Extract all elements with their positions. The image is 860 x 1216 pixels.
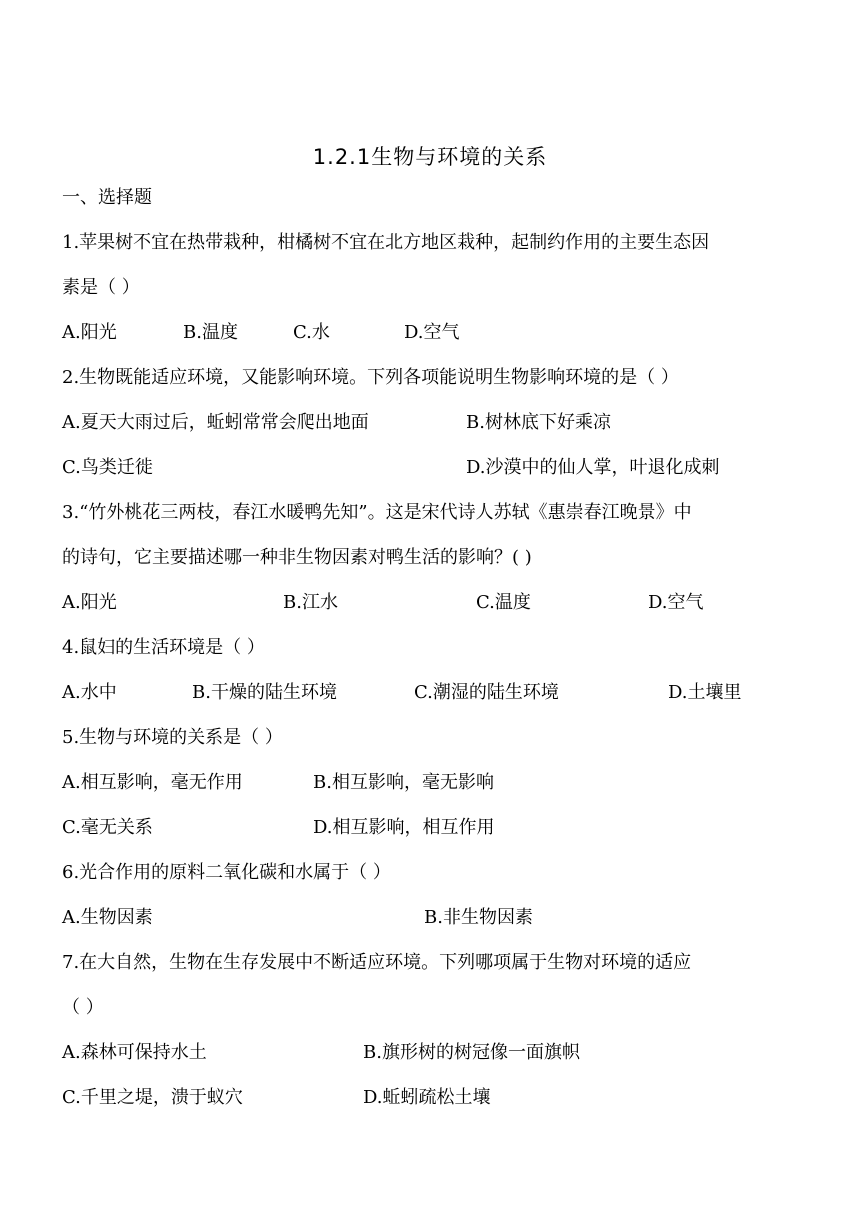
q3-option-c: C.温度 [476,592,531,613]
q4-option-d: D.土壤里 [668,682,742,703]
question-6-text: 6.光合作用的原料二氧化碳和水属于（ ） [62,862,391,883]
q5-option-c: C.毫无关系 [62,817,153,838]
question-1-text-cont: 素是（ ） [62,277,140,298]
q1-option-a: A.阳光 [62,322,117,343]
q4-option-c: C.潮湿的陆生环境 [414,682,559,703]
question-4-text: 4.鼠妇的生活环境是（ ） [62,637,265,658]
q7-option-a: A.森林可保持水土 [62,1042,207,1063]
q7-option-c: C.千里之堤，溃于蚁穴 [62,1087,243,1108]
question-7-text: 7.在大自然，生物在生存发展中不断适应环境。下列哪项属于生物对环境的适应 [62,952,692,973]
q1-option-d: D.空气 [404,322,460,343]
document-title: 1.2.1生物与环境的关系 [312,145,548,169]
q3-option-d: D.空气 [648,592,704,613]
q4-option-a: A.水中 [62,682,117,703]
question-3-text: 3.“竹外桃花三两枝，春江水暖鸭先知”。这是宋代诗人苏轼《惠崇春江晚景》中 [62,502,692,523]
q7-option-d: D.蚯蚓疏松土壤 [363,1087,491,1108]
q2-option-b: B.树林底下好乘凉 [466,412,611,433]
section-heading: 一、选择题 [62,187,152,208]
question-5-text: 5.生物与环境的关系是（ ） [62,727,283,748]
q2-option-a: A.夏天大雨过后，蚯蚓常常会爬出地面 [62,412,369,433]
q1-option-b: B.温度 [183,322,238,343]
question-3-text-cont: 的诗句，它主要描述哪一种非生物因素对鸭生活的影响？( ) [62,547,532,568]
question-7-text-cont: （ ） [62,997,104,1018]
q6-option-a: A.生物因素 [62,907,153,928]
question-2-text: 2.生物既能适应环境，又能影响环境。下列各项能说明生物影响环境的是（ ） [62,367,679,388]
q5-option-b: B.相互影响，毫无影响 [313,772,494,793]
q2-option-d: D.沙漠中的仙人掌，叶退化成刺 [466,457,720,478]
q7-option-b: B.旗形树的树冠像一面旗帜 [363,1042,580,1063]
q6-option-b: B.非生物因素 [424,907,533,928]
q3-option-a: A.阳光 [62,592,117,613]
q2-option-c: C.鸟类迁徙 [62,457,153,478]
q3-option-b: B.江水 [283,592,338,613]
q4-option-b: B.干燥的陆生环境 [192,682,337,703]
q5-option-a: A.相互影响，毫无作用 [62,772,243,793]
q5-option-d: D.相互影响，相互作用 [313,817,495,838]
question-1-text: 1.苹果树不宜在热带栽种，柑橘树不宜在北方地区栽种，起制约作用的主要生态因 [62,232,710,253]
q1-option-c: C.水 [293,322,330,343]
